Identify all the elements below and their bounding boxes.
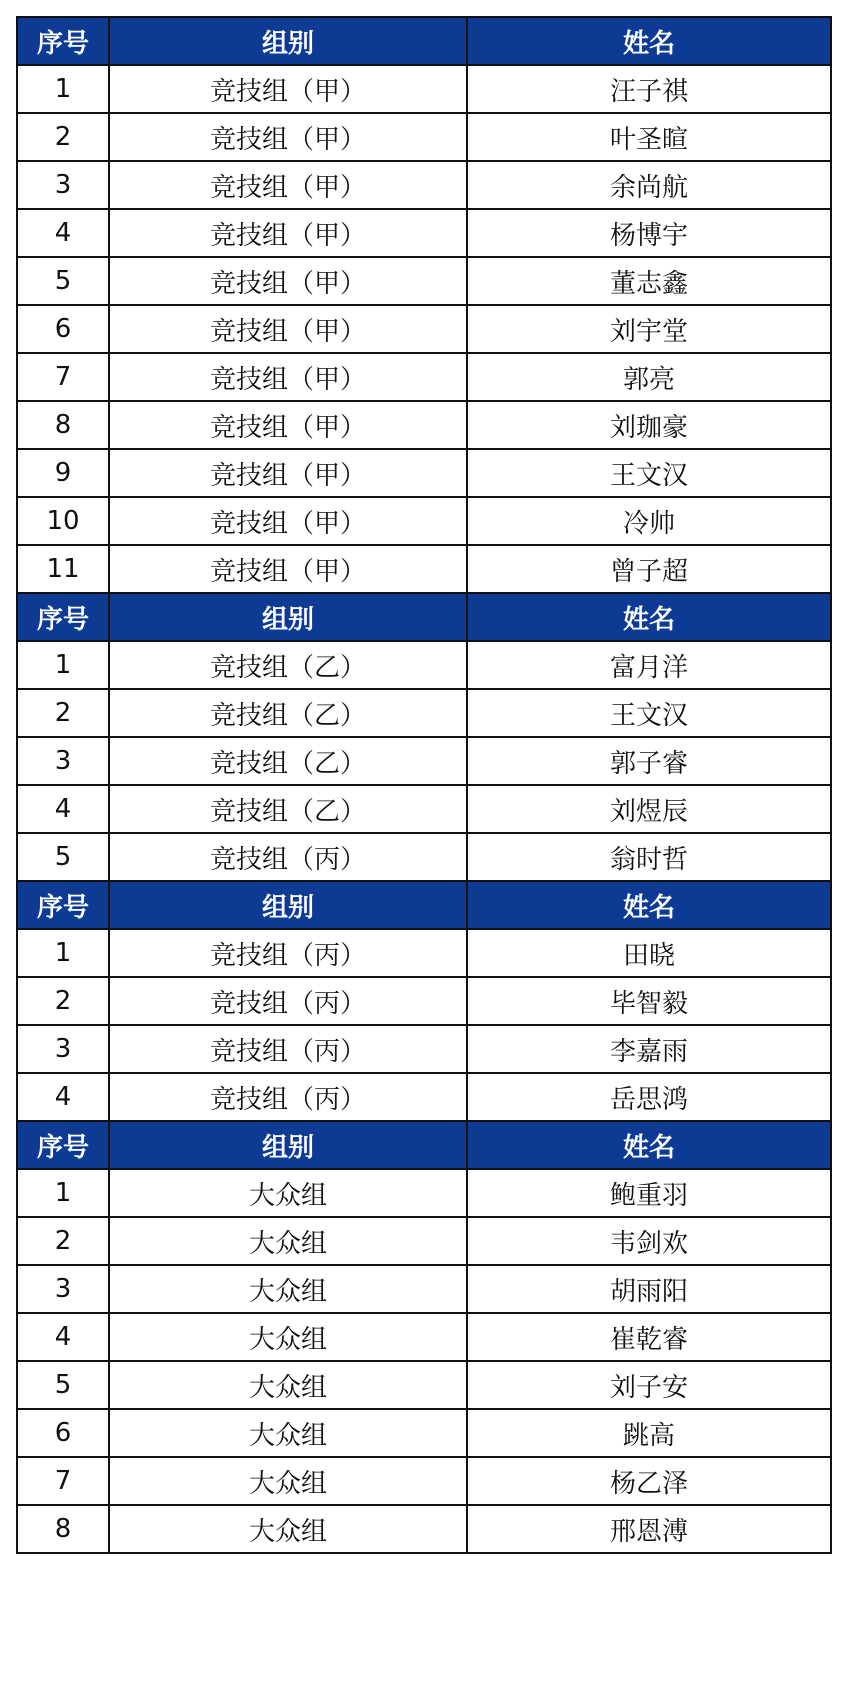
cell-number: 2 bbox=[17, 113, 109, 161]
cell-name: 崔乾睿 bbox=[467, 1313, 831, 1361]
cell-group: 竞技组（甲） bbox=[109, 545, 467, 593]
cell-name: 田晓 bbox=[467, 929, 831, 977]
table-row bbox=[17, 737, 831, 785]
table-row bbox=[17, 401, 831, 449]
cell-group: 大众组 bbox=[109, 1505, 467, 1553]
cell-number: 4 bbox=[17, 209, 109, 257]
table-row bbox=[17, 1169, 831, 1217]
table-row bbox=[17, 209, 831, 257]
cell-name: 富月洋 bbox=[467, 641, 831, 689]
table-row bbox=[17, 977, 831, 1025]
cell-name: 刘宇堂 bbox=[467, 305, 831, 353]
cell-group: 竞技组（乙） bbox=[109, 641, 467, 689]
cell-number: 11 bbox=[17, 545, 109, 593]
table-row bbox=[17, 113, 831, 161]
cell-name: 翁时哲 bbox=[467, 833, 831, 881]
header-row bbox=[17, 1121, 831, 1169]
cell-number: 9 bbox=[17, 449, 109, 497]
cell-number: 1 bbox=[17, 65, 109, 113]
table-row bbox=[17, 353, 831, 401]
cell-number: 10 bbox=[17, 497, 109, 545]
cell-group: 竞技组（甲） bbox=[109, 353, 467, 401]
cell-name: 岳思鸿 bbox=[467, 1073, 831, 1121]
cell-name: 邢恩溥 bbox=[467, 1505, 831, 1553]
cell-group: 竞技组（丙） bbox=[109, 1025, 467, 1073]
header-cell-no: 序号 bbox=[17, 1121, 109, 1169]
table-row bbox=[17, 929, 831, 977]
table-row bbox=[17, 1265, 831, 1313]
cell-group: 大众组 bbox=[109, 1457, 467, 1505]
cell-number: 3 bbox=[17, 161, 109, 209]
cell-name: 郭亮 bbox=[467, 353, 831, 401]
table-row bbox=[17, 641, 831, 689]
cell-number: 8 bbox=[17, 401, 109, 449]
cell-group: 大众组 bbox=[109, 1313, 467, 1361]
cell-group: 大众组 bbox=[109, 1169, 467, 1217]
header-cell-name: 姓名 bbox=[467, 1121, 831, 1169]
cell-name: 杨乙泽 bbox=[467, 1457, 831, 1505]
header-row bbox=[17, 17, 831, 65]
cell-name: 冷帅 bbox=[467, 497, 831, 545]
header-cell-group: 组别 bbox=[109, 881, 467, 929]
cell-name: 韦剑欢 bbox=[467, 1217, 831, 1265]
cell-group: 大众组 bbox=[109, 1409, 467, 1457]
cell-number: 5 bbox=[17, 257, 109, 305]
cell-group: 竞技组（乙） bbox=[109, 737, 467, 785]
cell-name: 汪子祺 bbox=[467, 65, 831, 113]
cell-name: 胡雨阳 bbox=[467, 1265, 831, 1313]
cell-group: 竞技组（甲） bbox=[109, 113, 467, 161]
cell-group: 竞技组（丙） bbox=[109, 929, 467, 977]
cell-number: 3 bbox=[17, 1265, 109, 1313]
cell-number: 6 bbox=[17, 305, 109, 353]
cell-name: 杨博宇 bbox=[467, 209, 831, 257]
cell-name: 刘煜辰 bbox=[467, 785, 831, 833]
header-cell-name: 姓名 bbox=[467, 881, 831, 929]
cell-group: 竞技组（甲） bbox=[109, 401, 467, 449]
table-row bbox=[17, 497, 831, 545]
cell-group: 竞技组（丙） bbox=[109, 1073, 467, 1121]
table-row bbox=[17, 545, 831, 593]
cell-number: 4 bbox=[17, 785, 109, 833]
cell-name: 刘珈豪 bbox=[467, 401, 831, 449]
table-row bbox=[17, 65, 831, 113]
cell-number: 5 bbox=[17, 833, 109, 881]
cell-number: 8 bbox=[17, 1505, 109, 1553]
cell-group: 大众组 bbox=[109, 1217, 467, 1265]
cell-number: 2 bbox=[17, 689, 109, 737]
header-cell-group: 组别 bbox=[109, 1121, 467, 1169]
header-row bbox=[17, 881, 831, 929]
table-row bbox=[17, 449, 831, 497]
cell-name: 毕智毅 bbox=[467, 977, 831, 1025]
cell-name: 李嘉雨 bbox=[467, 1025, 831, 1073]
cell-group: 竞技组（甲） bbox=[109, 305, 467, 353]
cell-number: 7 bbox=[17, 1457, 109, 1505]
cell-number: 4 bbox=[17, 1073, 109, 1121]
header-cell-no: 序号 bbox=[17, 881, 109, 929]
cell-name: 鲍重羽 bbox=[467, 1169, 831, 1217]
cell-number: 1 bbox=[17, 1169, 109, 1217]
table-row bbox=[17, 1505, 831, 1553]
header-cell-name: 姓名 bbox=[467, 17, 831, 65]
table-row bbox=[17, 1361, 831, 1409]
cell-name: 董志鑫 bbox=[467, 257, 831, 305]
cell-number: 6 bbox=[17, 1409, 109, 1457]
table-row bbox=[17, 1217, 831, 1265]
cell-name: 叶圣暄 bbox=[467, 113, 831, 161]
cell-group: 竞技组（乙） bbox=[109, 785, 467, 833]
header-cell-name: 姓名 bbox=[467, 593, 831, 641]
table-row bbox=[17, 785, 831, 833]
cell-name: 刘子安 bbox=[467, 1361, 831, 1409]
table-row bbox=[17, 1025, 831, 1073]
cell-group: 竞技组（甲） bbox=[109, 65, 467, 113]
cell-number: 5 bbox=[17, 1361, 109, 1409]
cell-name: 王文汉 bbox=[467, 689, 831, 737]
roster-body bbox=[17, 17, 831, 1553]
table-row bbox=[17, 257, 831, 305]
cell-group: 竞技组（甲） bbox=[109, 497, 467, 545]
table-row bbox=[17, 833, 831, 881]
header-cell-no: 序号 bbox=[17, 17, 109, 65]
cell-name: 跳高 bbox=[467, 1409, 831, 1457]
cell-group: 竞技组（丙） bbox=[109, 977, 467, 1025]
roster-table bbox=[16, 16, 832, 1554]
cell-group: 竞技组（甲） bbox=[109, 209, 467, 257]
table-row bbox=[17, 161, 831, 209]
cell-group: 竞技组（甲） bbox=[109, 257, 467, 305]
header-row bbox=[17, 593, 831, 641]
header-cell-group: 组别 bbox=[109, 593, 467, 641]
cell-group: 大众组 bbox=[109, 1361, 467, 1409]
cell-group: 竞技组（甲） bbox=[109, 449, 467, 497]
header-cell-no: 序号 bbox=[17, 593, 109, 641]
table-row bbox=[17, 1457, 831, 1505]
cell-number: 7 bbox=[17, 353, 109, 401]
table-row bbox=[17, 1313, 831, 1361]
cell-name: 余尚航 bbox=[467, 161, 831, 209]
cell-number: 2 bbox=[17, 977, 109, 1025]
cell-group: 大众组 bbox=[109, 1265, 467, 1313]
cell-number: 1 bbox=[17, 929, 109, 977]
table-row bbox=[17, 1409, 831, 1457]
header-cell-group: 组别 bbox=[109, 17, 467, 65]
cell-group: 竞技组（乙） bbox=[109, 689, 467, 737]
cell-name: 郭子睿 bbox=[467, 737, 831, 785]
cell-name: 曾子超 bbox=[467, 545, 831, 593]
cell-number: 2 bbox=[17, 1217, 109, 1265]
cell-group: 竞技组（丙） bbox=[109, 833, 467, 881]
cell-number: 3 bbox=[17, 1025, 109, 1073]
cell-group: 竞技组（甲） bbox=[109, 161, 467, 209]
cell-number: 3 bbox=[17, 737, 109, 785]
table-row bbox=[17, 305, 831, 353]
table-row bbox=[17, 1073, 831, 1121]
cell-name: 王文汉 bbox=[467, 449, 831, 497]
table-row bbox=[17, 689, 831, 737]
cell-number: 4 bbox=[17, 1313, 109, 1361]
cell-number: 1 bbox=[17, 641, 109, 689]
